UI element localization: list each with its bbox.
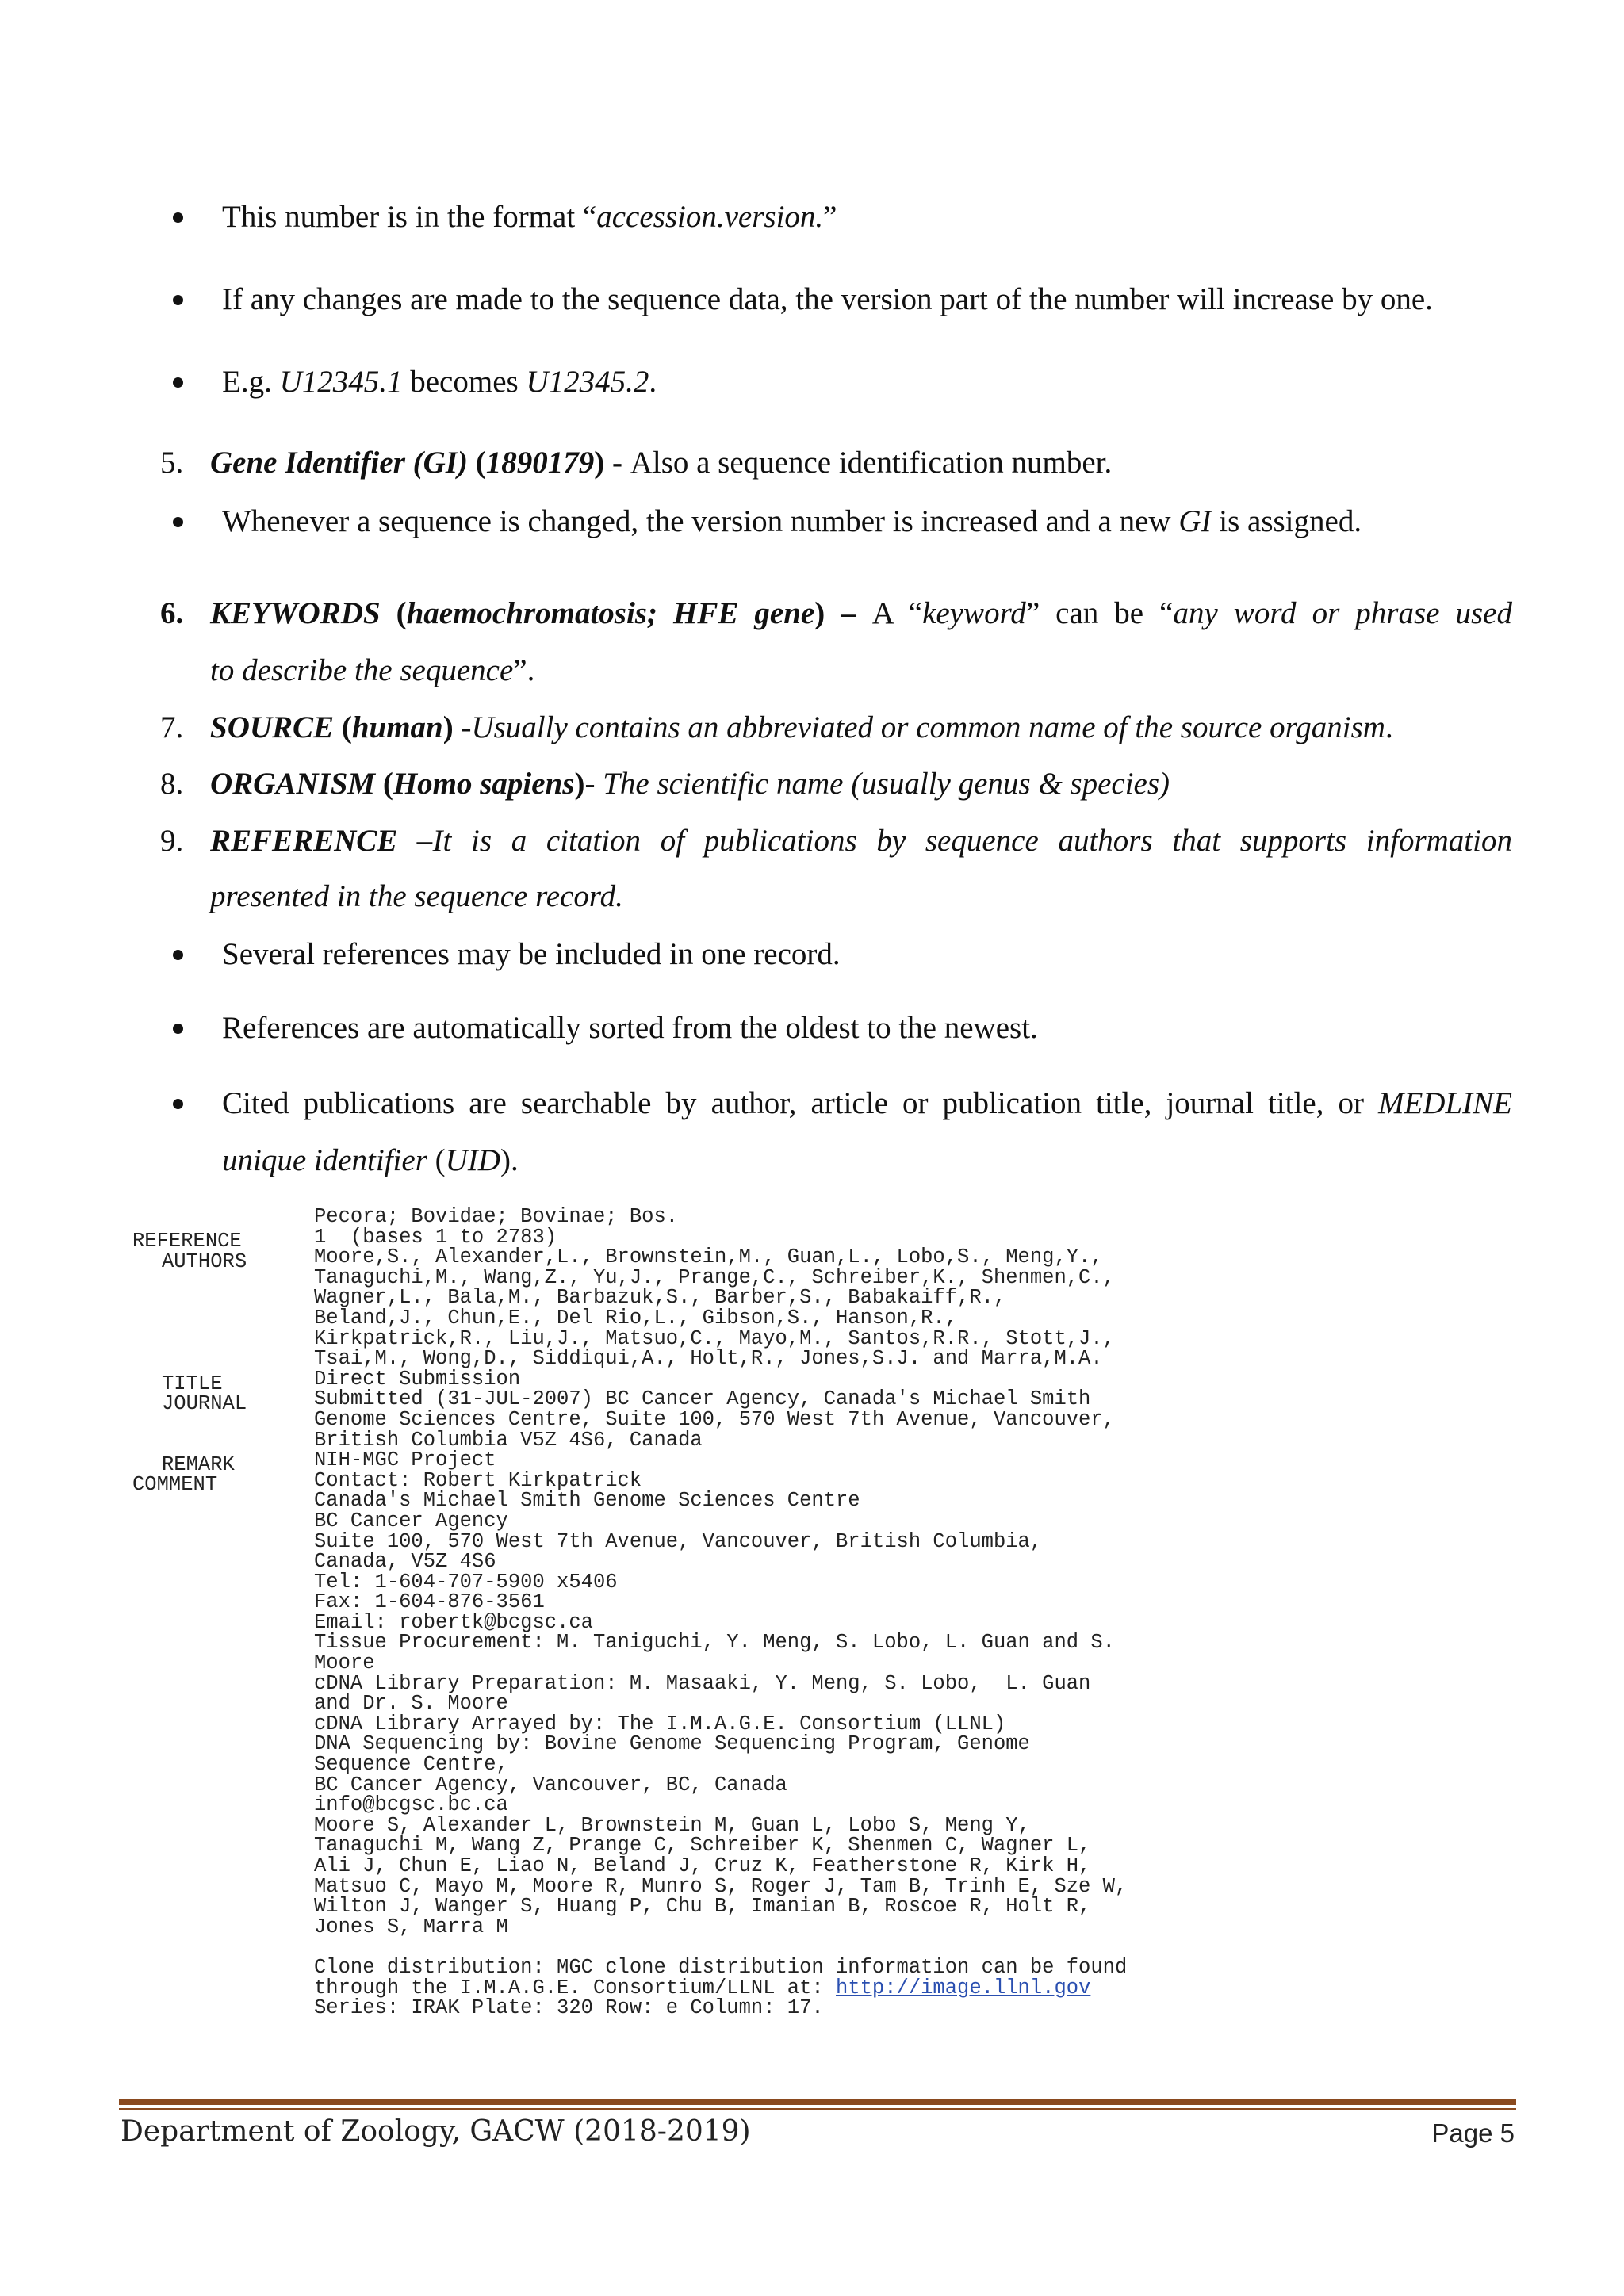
item-number: 7. [160,710,184,744]
record-line: cDNA Library Arrayed by: The I.M.A.G.E. Consortium (LLNL) [314,1712,1006,1735]
text: Cited publications are searchable by author, article or publication title, journal title, or [222,1086,1378,1120]
bullet-cited [222,1085,1512,1123]
text: SOURCE [210,710,335,744]
item-keywords [210,595,1512,633]
text: . [649,365,657,399]
bullet-cited-cont [222,1142,519,1180]
text: 1890179 [485,446,595,480]
record-line: Canada, V5Z 4S6 [314,1550,496,1574]
text: ( [380,596,407,630]
record-line: cDNA Library Preparation: M. Masaaki, Y. Meng, S. Lobo, L. Guan [314,1671,1091,1695]
label-remark: REMARK [162,1453,235,1476]
item-number: 8. [160,767,184,801]
text: This number is in the format “ [222,200,597,234]
label-authors: AUTHORS [162,1250,247,1273]
bullet-several [222,936,841,974]
text: - The scientific name (usually genus & species) [584,767,1170,801]
text: ( [375,767,393,801]
text: ( [467,446,486,480]
record-line: Beland,J., Chun,E., Del Rio,L., Gibson,S., Hanson,R., [314,1306,958,1330]
record-line: Wagner,L., Bala,M., Barbazuk,S., Barber,S., Babakaiff,R., [314,1286,1006,1310]
text: A “ [871,596,923,630]
text: accession.version. [596,200,824,234]
bullet-dot [173,950,183,960]
record-line: Tanaguchi,M., Wang,Z., Yu,J., Prange,C., Schreiber,K., Shenmen,C., [314,1265,1115,1289]
text: ” [823,200,837,234]
record-line: Canada's Michael Smith Genome Sciences Centre [314,1489,860,1513]
text: human [351,710,443,744]
text: REFERENCE – [210,824,433,858]
text: ) - [594,446,630,480]
text: U12345.1 [279,365,403,399]
item-number: 6. [160,596,184,630]
bullet-format [222,198,837,236]
text: haemochromatosis; HFE gene [406,596,815,630]
record-line: BC Cancer Agency, Vancouver, BC, Canada [314,1773,787,1797]
record-line: and Dr. S. Moore [314,1692,508,1716]
record-line: 1 (bases 1 to 2783) [314,1225,557,1249]
bullet-changes [222,281,1433,319]
bullet-dot [173,517,183,527]
record-line: Email: robertk@bcgsc.ca [314,1610,593,1634]
item-keywords-cont [210,652,534,690]
text: to describe the sequence [210,653,514,687]
record-line: BC Cancer Agency [314,1509,508,1533]
footer-rule [119,2099,1516,2105]
record-line [314,1978,1127,1999]
text: presented in the sequence record. [210,879,623,913]
bullet-dot [173,1024,183,1034]
record-line: DNA Sequencing by: Bovine Genome Sequencing Program, Genome [314,1732,1030,1756]
label-title: TITLE [162,1372,223,1395]
item-source [210,709,1393,747]
record-line: Submitted (31-JUL-2007) BC Cancer Agency, Canada's Michael Smith [314,1387,1091,1411]
footer-rule [119,2108,1516,2110]
record-line: NIH-MGC Project [314,1448,496,1472]
item-reference-cont [210,878,623,916]
record-line: Tissue Procurement: M. Taniguchi, Y. Meng, S. Lobo, L. Guan and S. [314,1631,1115,1655]
record-line: Jones S, Marra M [314,1915,508,1938]
text: ) [574,767,585,801]
bullet-sorted [222,1009,1038,1047]
item-reference [210,822,1512,860]
record-line: Matsuo C, Mayo M, Moore R, Munro S, Roger J, Tam B, Trinh E, Sze W, [314,1874,1128,1898]
text: UID [445,1143,500,1177]
record-line: Tel: 1-604-707-5900 x5406 [314,1570,618,1594]
record-line: Series: IRAK Plate: 320 Row: e Column: 17. [314,1996,824,2020]
record-text [314,1207,1127,2019]
record-line: Kirkpatrick,R., Liu,J., Matsuo,C., Mayo,M., Santos,R.R., Stott,J., [314,1326,1115,1350]
text: References are automatically sorted from the oldest to the newest. [222,1011,1038,1045]
text: keyword [922,596,1026,630]
record-line: Genome Sciences Centre, Suite 100, 570 West 7th Avenue, Vancouver, [314,1407,1115,1431]
text: ) - [442,710,472,744]
record-line-text: through the I.M.A.G.E. Consortium/LLNL at: [314,1976,837,1999]
image-llnl-link[interactable]: http://image.llnl.gov [836,1976,1091,1999]
record-line: Pecora; Bovidae; Bovinae; Bos. [314,1205,679,1228]
record-line: info@bcgsc.bc.ca [314,1793,508,1817]
text: . [1385,710,1393,744]
label-comment: COMMENT [132,1473,218,1496]
footer-department: Department of Zoology, GACW (2018-2019) [121,2115,751,2148]
text: U12345.2 [526,365,649,399]
record-line [314,1937,1127,1957]
bullet-example [222,363,657,401]
text: ” can be “ [1025,596,1174,630]
record-line: Fax: 1-604-876-3561 [314,1590,545,1614]
bullet-dot [173,295,183,305]
label-journal: JOURNAL [162,1392,247,1415]
text: It is a citation of publications by sequence authors that supports information [432,824,1512,858]
text: Homo sapiens [393,767,575,801]
text: ( [334,710,352,744]
text: ”. [513,653,535,687]
text: is assigned. [1211,504,1362,538]
text: KEYWORDS [210,596,381,630]
text: Whenever a sequence is changed, the version number is increased and a new [222,504,1179,538]
text: becomes [402,365,527,399]
genbank-record-image [127,1207,1348,2031]
text: ( [427,1143,446,1177]
text: E.g. [222,365,280,399]
record-line: Ali J, Chun E, Liao N, Beland J, Cruz K, Featherstone R, Kirk H, [314,1854,1091,1877]
record-line: Moore [314,1651,375,1675]
record-line: British Columbia V5Z 4S6, Canada [314,1428,703,1452]
record-line: Wilton J, Wanger S, Huang P, Chu B, Imanian B, Roscoe R, Holt R, [314,1895,1091,1919]
record-line: Sequence Centre, [314,1753,508,1777]
item-organism [210,765,1170,803]
item-gene-identifier [210,444,1112,482]
bullet-dot [173,212,183,223]
record-line: Direct Submission [314,1367,521,1391]
text: unique identifier [222,1143,427,1177]
item-number: 5. [160,446,184,480]
bullet-dot [173,1099,183,1109]
record-line: Clone distribution: MGC clone distribution information can be found [314,1955,1128,1979]
item-number: 9. [160,824,184,858]
text: Usually contains an abbreviated or common name of the source organism [471,710,1385,744]
record-line: Contact: Robert Kirkpatrick [314,1468,642,1492]
text: Also a sequence identification number. [630,446,1113,480]
bullet-whenever [222,503,1362,541]
label-reference: REFERENCE [132,1230,242,1253]
page-number: Page 5 [1431,2118,1515,2148]
text: GI [1178,504,1212,538]
text: any word or phrase used [1173,596,1512,630]
record-line: Tsai,M., Wong,D., Siddiqui,A., Holt,R., Jones,S.J. and Marra,M.A. [314,1347,1103,1371]
text: MEDLINE [1378,1086,1512,1120]
record-line: Suite 100, 570 West 7th Avenue, Vancouver, British Columbia, [314,1529,1043,1553]
text: ) – [814,596,872,630]
bullet-dot [173,377,183,388]
text: ORGANISM [210,767,376,801]
record-line: Moore,S., Alexander,L., Brownstein,M., Guan,L., Lobo,S., Meng,Y., [314,1246,1103,1269]
record-line: Tanaguchi M, Wang Z, Prange C, Schreiber K, Shenmen C, Wagner L, [314,1834,1091,1858]
text: Gene Identifier (GI) [210,446,468,480]
text: ). [500,1143,519,1177]
record-line: Moore S, Alexander L, Brownstein M, Guan L, Lobo S, Meng Y, [314,1813,1030,1837]
text: Several references may be included in one record. [222,937,841,971]
text: If any changes are made to the sequence data, the version part of the number will increase by one. [222,282,1433,316]
